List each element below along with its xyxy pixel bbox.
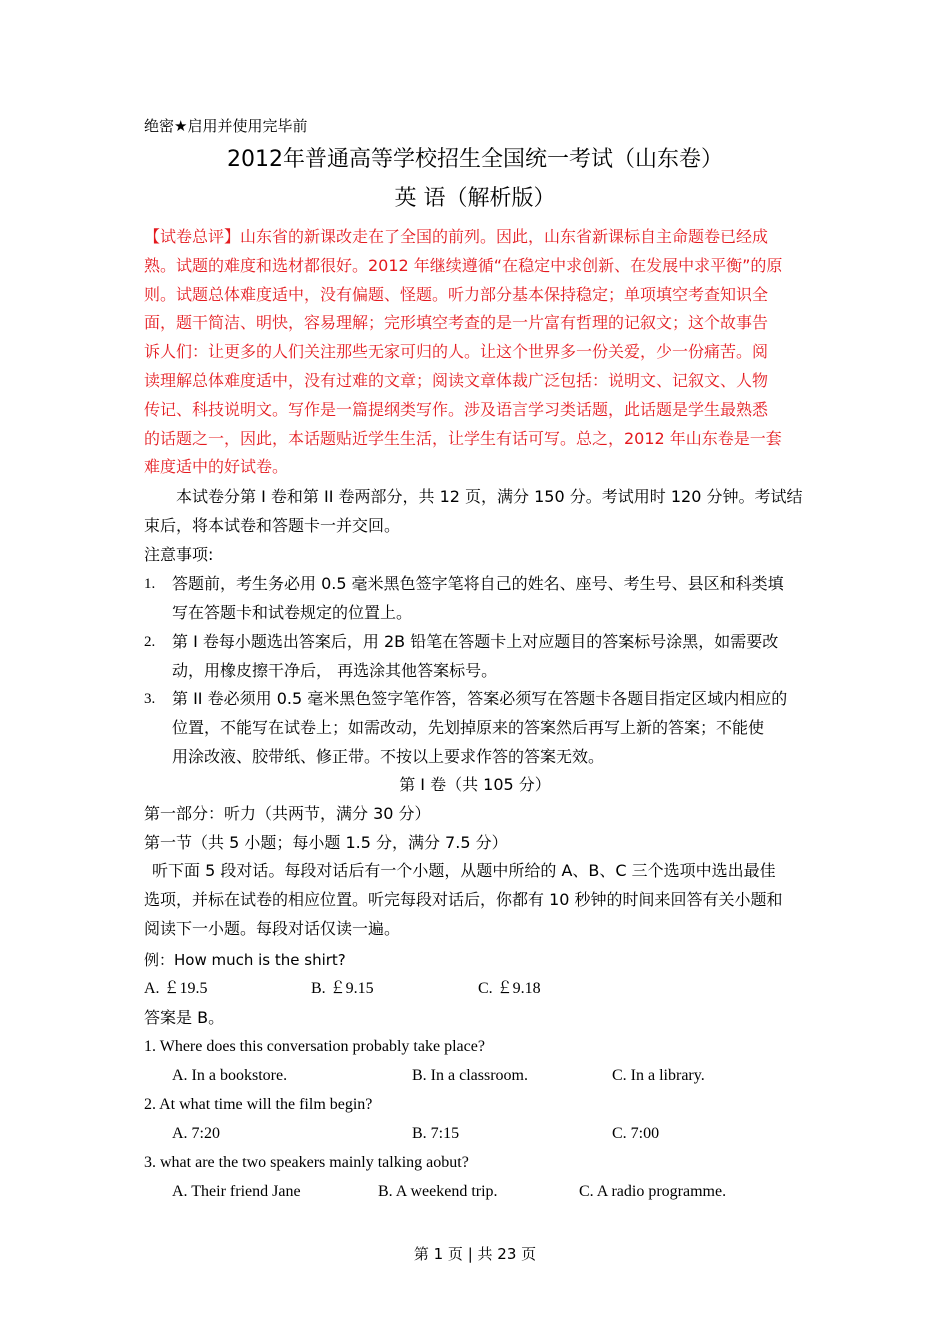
example-question-text: 例：How much is the shirt? [144,951,346,969]
question-2: 2. At what time will the film begin? [144,1096,373,1113]
note-item [172,685,808,771]
note-item [172,628,808,686]
example-option-c: C. ￡9.18 [478,980,541,997]
note-line: 第 I 卷每小题选出答案后，用 2B 铅笔在答题卡上对应题目的答案标号涂黑，如需要改 [172,632,779,651]
question-1-option-b: B. In a classroom. [412,1067,528,1084]
note-item [172,570,808,628]
review-paragraph [144,223,808,482]
note-line: 位置，不能写在试卷上；如需改动，先划掉原来的答案然后再写上新的答案；不能使 [172,717,765,737]
review-line: 传记、科技说明文。写作是一篇提纲类写作。涉及语言学习类话题，此话题是学生最熟悉 [144,399,769,419]
question-2-option-b: B. 7:15 [412,1125,460,1142]
intro-line: 本试卷分第 I 卷和第 II 卷两部分，共 12 页，满分 150 分。考试用时 120 分钟。考试结 [176,487,803,506]
review-line: 的话题之一，因此，本话题贴近学生生活，让学生有话可写。总之，2012 年山东卷是一套 [144,428,782,448]
example-option-b: B. ￡9.15 [311,980,374,997]
review-line: 面，题干简洁、明快，容易理解；完形填空考查的是一片富有哲理的记叙文；这个故事告 [144,313,769,333]
note-line: 动，用橡皮擦干净后， 再选涂其他答案标号。 [172,660,498,680]
review-line: 则。试题总体难度适中，没有偏题、怪题。听力部分基本保持稳定；单项填空考查知识全 [144,284,769,304]
review-line: 诉人们：让更多的人们关注那些无家可归的人。让这个世界多一份关爱，少一份痛苦。阅 [144,342,769,362]
question-3: 3. what are the two speakers mainly talking aobut? [144,1154,469,1171]
intro-line: 束后，将本试卷和答题卡一并交回。 [144,515,401,535]
note-line: 用涂改液、胶带纸、修正带。不按以上要求作答的答案无效。 [172,746,605,766]
secrecy-label: 绝密★启用并使用完毕前 [144,117,308,135]
instruction-line: 阅读下一小题。每段对话仅读一遍。 [144,918,401,938]
exam-title: 2012年普通高等学校招生全国统一考试（山东卷） [227,147,723,172]
question-1-option-a: A. In a bookstore. [172,1067,288,1084]
review-line: 读理解总体难度适中，没有过难的文章；阅读文章体裁广泛包括：说明文、记叙文、人物 [144,370,769,390]
review-line: 【试卷总评】山东省的新课改走在了全国的前列。因此，山东省新课标自主命题卷已经成 [144,227,769,246]
exam-subtitle: 英 语（解析版） [394,186,556,211]
question-3-option-b: B. A weekend trip. [378,1183,498,1200]
instruction-line: 听下面 5 段对话。每段对话后有一个小题，从题中所给的 A、B、C 三个选项中选出最佳 [152,861,776,880]
intro-paragraph [144,483,808,541]
note-line: 第 II 卷必须用 0.5 毫米黑色签字笔作答，答案必须写在答题卡各题目指定区域内相应的 [172,689,788,708]
part-heading: 第一部分：听力（共两节，满分 30 分） [144,804,431,823]
note-line: 答题前，考生务必用 0.5 毫米黑色签字笔将自己的姓名、座号、考生号、县区和科类填 [172,574,784,593]
question-1: 1. Where does this conversation probably take place? [144,1038,485,1055]
review-line: 熟。试题的难度和选材都很好。2012 年继续遵循“在稳定中求创新、在发展中求平衡”的原 [144,255,783,275]
question-3-option-c: C. A radio programme. [579,1183,727,1200]
volume-heading: 第 I 卷（共 105 分） [399,775,551,794]
instruction-paragraph [144,857,808,943]
notes-heading: 注意事项: [144,545,214,564]
note-number: 3. [144,691,156,707]
question-2-option-c: C. 7:00 [612,1125,660,1142]
example-answer: 答案是 B。 [144,1008,225,1027]
note-number: 1. [144,576,156,592]
review-line: 难度适中的好试卷。 [144,457,289,477]
example-question [144,950,346,970]
question-1-option-c: C. In a library. [612,1067,705,1084]
instruction-line: 选项，并标在试卷的相应位置。听完每段对话后，你都有 10 秒钟的时间来回答有关小题和 [144,889,783,909]
question-3-option-a: A. Their friend Jane [172,1183,301,1200]
page-footer: 第 1 页 | 共 23 页 [413,1245,537,1263]
note-line: 写在答题卡和试卷规定的位置上。 [172,602,413,622]
subsection-heading: 第一节（共 5 小题；每小题 1.5 分，满分 7.5 分） [144,833,508,852]
example-option-a: A. ￡19.5 [144,980,208,997]
question-2-option-a: A. 7:20 [172,1125,220,1142]
note-number: 2. [144,634,156,650]
